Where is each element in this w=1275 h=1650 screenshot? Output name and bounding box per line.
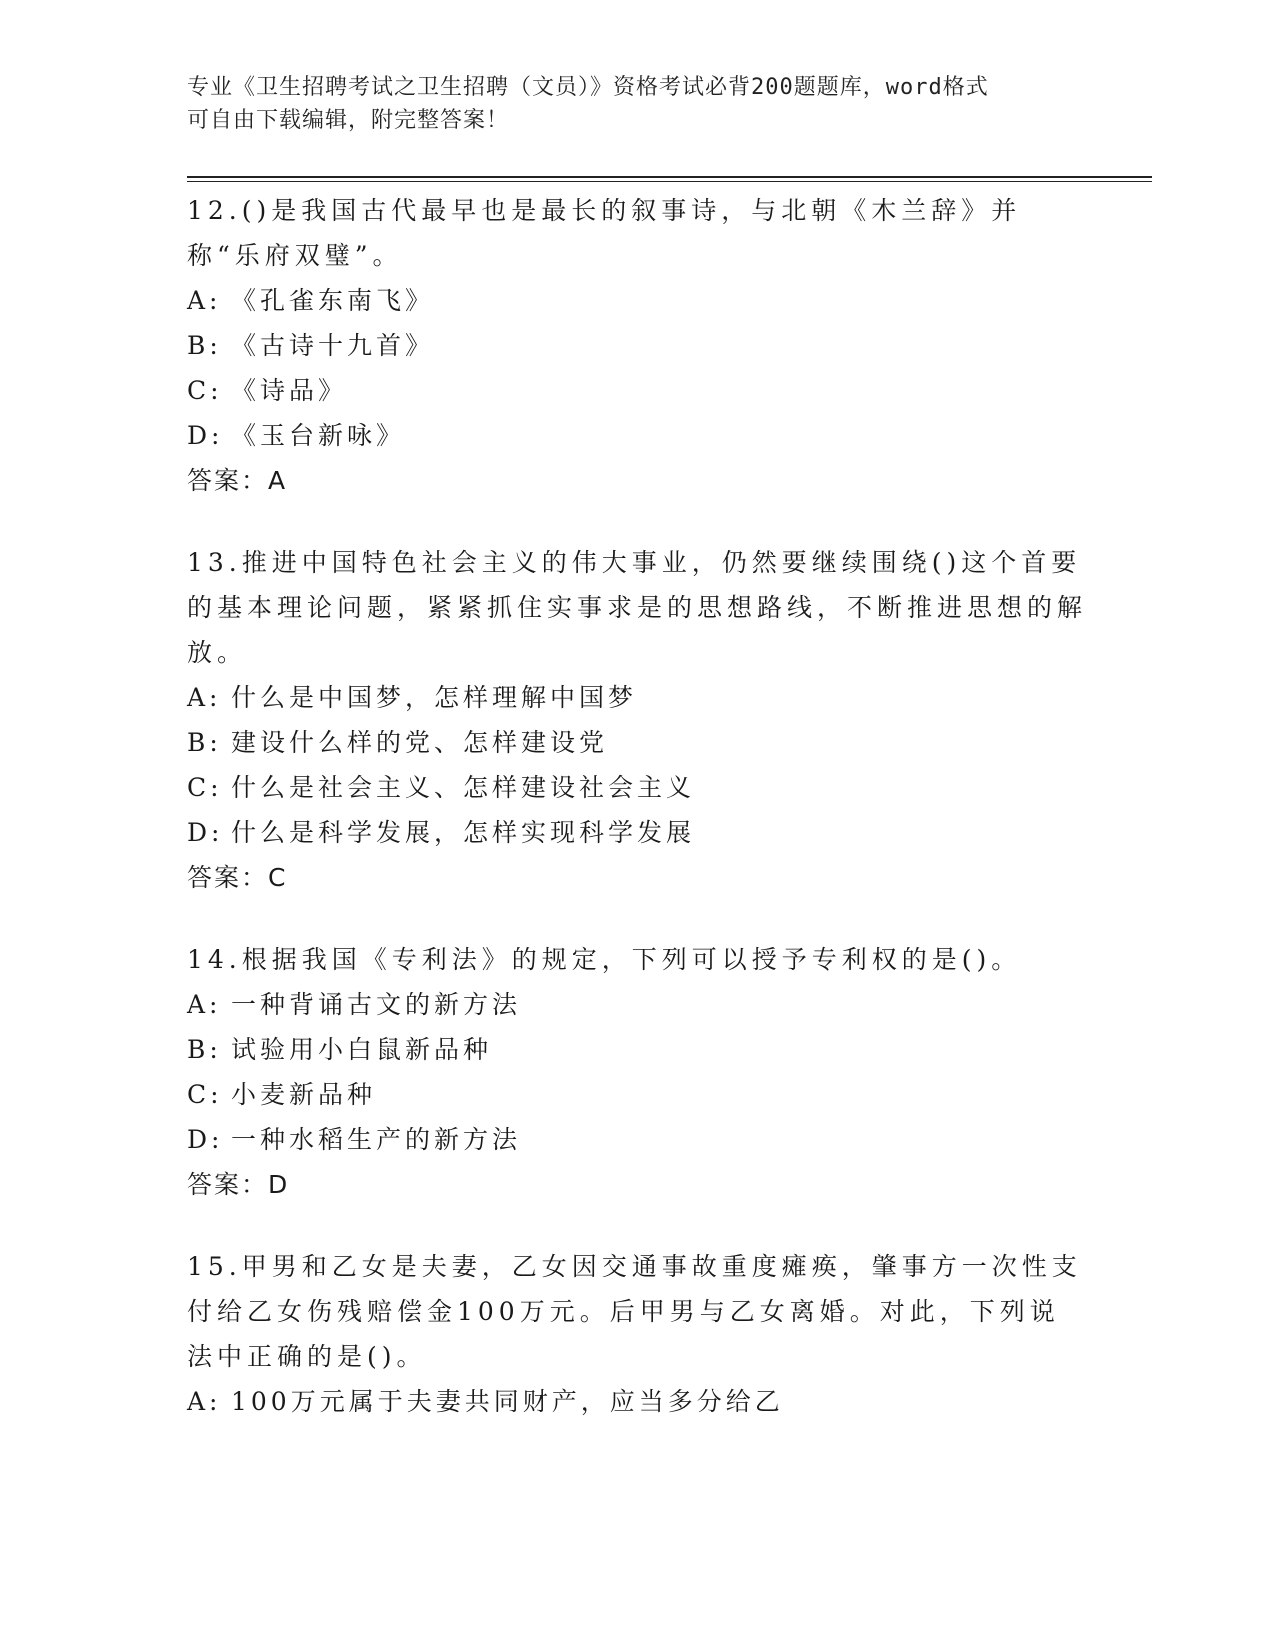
option-text: 一种水稻生产的新方法: [231, 1125, 522, 1154]
question-stem: [187, 1244, 1087, 1379]
header-divider: [187, 176, 1152, 182]
option-key: B:: [187, 331, 222, 360]
option-b: [187, 720, 1087, 765]
option-key: B:: [187, 728, 222, 757]
question-12: [187, 188, 1087, 503]
question-text: 根据我国《专利法》的规定，下列可以授予专利权的是()。: [241, 945, 1022, 974]
question-stem: [187, 937, 1087, 982]
question-14: [187, 937, 1087, 1207]
option-text: 试验用小白鼠新品种: [231, 1035, 493, 1064]
document-header: [187, 71, 1087, 137]
question-text: 甲男和乙女是夫妻，乙女因交通事故重度瘫痪，肇事方一次性支付给乙女伤残赔偿金100万元。后甲男与乙女离婚。对此，下列说法中正确的是()。: [187, 1252, 1082, 1371]
option-c: [187, 1072, 1087, 1117]
option-key: A:: [187, 683, 222, 712]
option-key: B:: [187, 1035, 222, 1064]
option-text: 100万元属于夫妻共同财产，应当多分给乙: [231, 1387, 784, 1416]
question-15: [187, 1244, 1087, 1424]
option-key: C:: [187, 773, 223, 802]
header-line-1: 专业《卫生招聘考试之卫生招聘（文员）》资格考试必背200题题库，word格式: [187, 75, 989, 100]
option-b: [187, 1027, 1087, 1072]
option-text: 什么是中国梦，怎样理解中国梦: [231, 683, 638, 712]
question-stem: [187, 188, 1087, 278]
option-a: [187, 675, 1087, 720]
question-text: 推进中国特色社会主义的伟大事业，仍然要继续围绕()这个首要的基本理论问题，紧紧抓住实事求是的思想路线，不断推进思想的解放。: [187, 548, 1088, 667]
question-list: [187, 188, 1087, 1461]
option-key: A:: [187, 990, 222, 1019]
option-d: [187, 810, 1087, 855]
option-text: 《诗品》: [231, 376, 348, 405]
option-a: [187, 1379, 1087, 1424]
option-text: 小麦新品种: [231, 1080, 377, 1109]
option-text: 《玉台新咏》: [231, 421, 406, 450]
question-number: 14.: [187, 945, 242, 974]
question-number: 15.: [187, 1252, 242, 1281]
option-key: D:: [187, 421, 224, 450]
option-key: D:: [187, 818, 224, 847]
answer-line: 答案：C: [187, 863, 288, 892]
option-text: 《孔雀东南飞》: [231, 286, 435, 315]
option-key: D:: [187, 1125, 224, 1154]
question-number: 13.: [187, 548, 242, 577]
option-c: [187, 765, 1087, 810]
answer-line: 答案：A: [187, 466, 288, 495]
option-text: 一种背诵古文的新方法: [231, 990, 522, 1019]
option-a: [187, 278, 1087, 323]
answer-line: 答案：D: [187, 1170, 290, 1199]
option-key: A:: [187, 1387, 222, 1416]
question-13: [187, 540, 1087, 900]
option-a: [187, 982, 1087, 1027]
option-key: A:: [187, 286, 222, 315]
question-stem: [187, 540, 1087, 675]
option-text: 建设什么样的党、怎样建设党: [231, 728, 609, 757]
question-text: ()是我国古代最早也是最长的叙事诗，与北朝《木兰辞》并称“乐府双璧”。: [187, 196, 1022, 270]
option-c: [187, 368, 1087, 413]
option-key: C:: [187, 1080, 223, 1109]
option-key: C:: [187, 376, 223, 405]
option-text: 什么是社会主义、怎样建设社会主义: [231, 773, 696, 802]
option-d: [187, 413, 1087, 458]
option-text: 《古诗十九首》: [231, 331, 435, 360]
question-number: 12.: [187, 196, 242, 225]
header-line-2: 可自由下载编辑，附完整答案！: [187, 108, 510, 133]
option-d: [187, 1117, 1087, 1162]
option-b: [187, 323, 1087, 368]
option-text: 什么是科学发展，怎样实现科学发展: [231, 818, 696, 847]
